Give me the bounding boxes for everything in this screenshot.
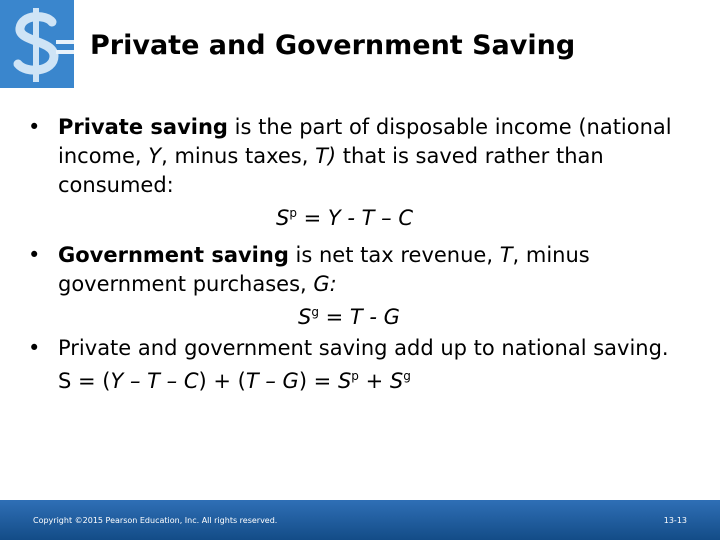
equation-symbol: S bbox=[389, 369, 404, 393]
slide-body bbox=[28, 113, 700, 396]
equation-part: ) = bbox=[298, 369, 338, 393]
bullet-text: Private and government saving add up to national saving. bbox=[58, 336, 669, 360]
equation-national-saving bbox=[28, 367, 700, 396]
equation-superscript: g bbox=[403, 369, 411, 383]
equation-superscript: p bbox=[351, 369, 359, 383]
equation-part: S = ( bbox=[58, 369, 111, 393]
bullet-glyph: • bbox=[28, 115, 41, 139]
term-private-saving: Private saving bbox=[58, 115, 228, 139]
equation-symbol: S bbox=[276, 206, 290, 230]
footer-bar bbox=[0, 500, 720, 540]
equation-part: T – G bbox=[245, 369, 299, 393]
equation-symbol: S bbox=[298, 305, 312, 329]
variable-g: G: bbox=[313, 272, 337, 296]
equation-symbol: S bbox=[337, 369, 352, 393]
equation-part: ) + ( bbox=[198, 369, 246, 393]
definition-text: , minus government purchases, bbox=[58, 243, 590, 296]
bullet-national-saving bbox=[28, 334, 700, 363]
bullet-government-saving bbox=[28, 241, 700, 299]
dollar-sign-logo-icon bbox=[0, 0, 74, 88]
equation-superscript: p bbox=[289, 206, 297, 220]
equation-part: Y – T – C bbox=[110, 369, 199, 393]
variable-t: T bbox=[499, 243, 513, 267]
equation-rhs: = Y - T – C bbox=[296, 206, 414, 230]
definition-text: , minus taxes, bbox=[161, 144, 316, 168]
variable-t: T) bbox=[315, 144, 337, 168]
equation-private-saving bbox=[28, 204, 700, 233]
copyright-notice: Copyright ©2015 Pearson Education, Inc. All rights reserved. bbox=[33, 516, 278, 525]
equation-government-saving bbox=[28, 303, 700, 332]
bullet-glyph: • bbox=[28, 243, 41, 267]
definition-text: that is saved rather than consumed: bbox=[58, 144, 604, 197]
equation-part: + bbox=[358, 369, 390, 393]
slide-number: 13-13 bbox=[663, 516, 687, 525]
slide-title: Private and Government Saving bbox=[90, 30, 576, 61]
definition-text: is the part of disposable income (national income, bbox=[58, 115, 672, 168]
equation-rhs: = T - G bbox=[318, 305, 400, 329]
variable-y: Y bbox=[148, 144, 162, 168]
term-government-saving: Government saving bbox=[58, 243, 289, 267]
definition-text: is net tax revenue, bbox=[288, 243, 500, 267]
bullet-private-saving bbox=[28, 113, 700, 200]
equation-superscript: g bbox=[311, 305, 319, 319]
bullet-glyph: • bbox=[28, 336, 41, 360]
